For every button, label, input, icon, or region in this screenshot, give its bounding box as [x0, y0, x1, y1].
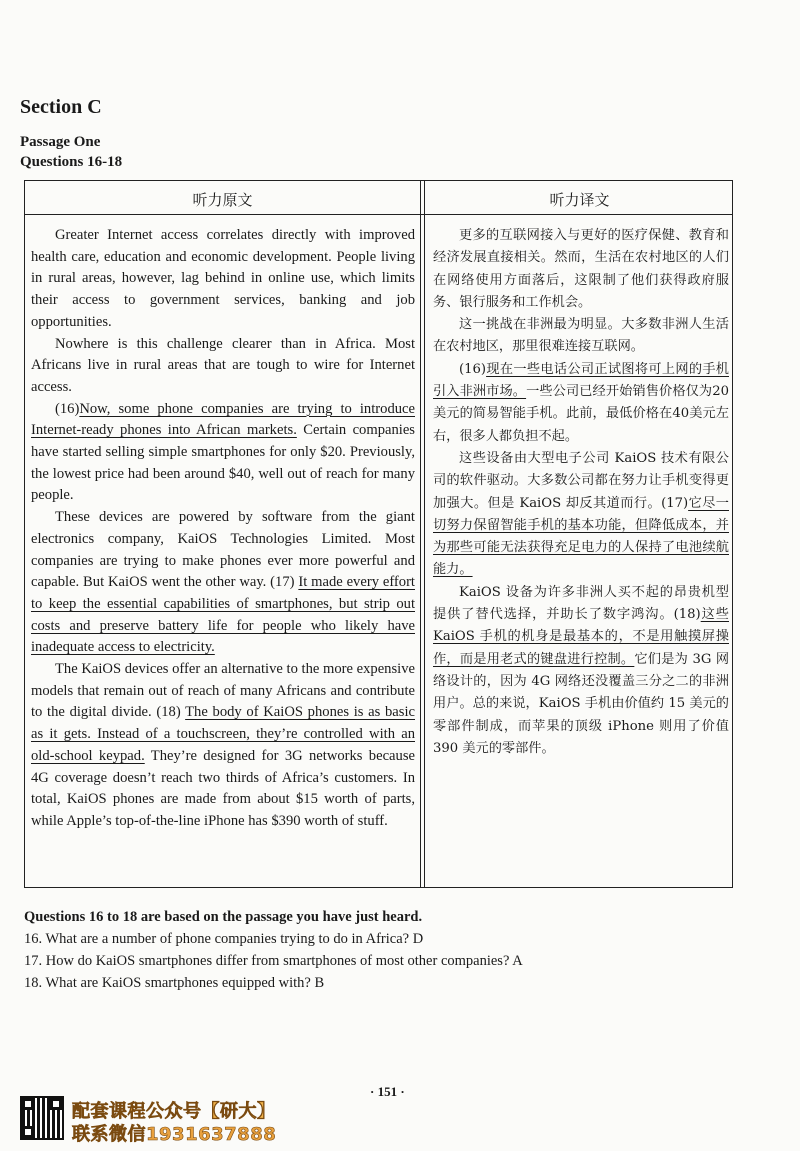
- text-run: The KaiOS devices offer an alternative to the more expensive models that remain out of reach of many Africans and contribute to the digital divide. (18): [31, 661, 415, 721]
- text-run: These devices are powered by software from the giant electronics company, KaiOS Technologies Limited. Most companies are trying to make phones ever more powerful and capable. But KaiOS went the other way. (17): [31, 509, 415, 591]
- english-transcript: [31, 225, 415, 833]
- section-title: Section C: [20, 96, 102, 118]
- paragraph: [433, 314, 729, 359]
- qr-code-icon: [20, 1096, 64, 1140]
- paragraph: [433, 448, 729, 582]
- paragraph: [31, 659, 415, 833]
- underlined-answer-text: Now, some phone companies are trying to introduce Internet-ready phones into African markets.: [31, 400, 415, 439]
- questions-range: Questions 16-18: [20, 154, 123, 170]
- text-run: Nowhere is this challenge clearer than in Africa. Most Africans live in rural areas that are tough to wire for Internet access.: [31, 335, 415, 395]
- passage-title: Passage One: [20, 134, 101, 150]
- question-item: 18. What are KaiOS smartphones equipped with? B: [24, 975, 325, 991]
- paragraph: [31, 225, 415, 334]
- text-run: Certain companies have started selling simple smartphones for only $20. Previously, the lowest price had been around $40, well out of reach for many people.: [31, 422, 415, 504]
- paragraph: [31, 399, 415, 508]
- paragraph: [433, 582, 729, 760]
- text-run: KaiOS 设备为许多非洲人买不起的昂贵机型提供了替代选择，并助长了数字鸿沟。(18): [433, 584, 729, 623]
- underlined-answer-text: The body of KaiOS phones is as basic as it gets. Instead of a touchscreen, they’re controlled with an old-school keypad.: [31, 704, 415, 764]
- bilingual-table: [24, 180, 733, 888]
- header-translation: 听力译文: [549, 191, 610, 209]
- table-divider: [420, 181, 421, 887]
- promo-line: 联系微信1931637888: [72, 1124, 277, 1145]
- text-run: Greater Internet access correlates directly with improved health care, education and economic development. People living in rural areas, however, lag behind in online use, which limits their access to government services, banking and job opportunities.: [31, 227, 415, 330]
- text-run: (16): [459, 361, 487, 377]
- page-number: · 151 ·: [370, 1084, 405, 1099]
- paragraph: [433, 359, 729, 448]
- promo-line: 配套课程公众号【研大】: [72, 1101, 276, 1122]
- paragraph: [433, 225, 729, 314]
- underlined-answer-text: 这些 KaiOS 手机的机身是最基本的，不是用触摸屏操作，而是用老式的键盘进行控制。: [433, 607, 729, 667]
- paragraph: [31, 507, 415, 659]
- table-header-rule: [25, 214, 732, 215]
- text-run: 一些公司已经开始销售价格仅为20美元的简易智能手机。此前，最低价格在40美元左右，很多人都负担不起。: [433, 384, 730, 444]
- text-run: 这一挑战在非洲最为明显。大多数非洲人生活在农村地区，那里很难连接互联网。: [433, 317, 729, 355]
- paragraph: [31, 334, 415, 399]
- text-run: 这些设备由大型电子公司 KaiOS 技术有限公司的软件驱动。大多数公司都在努力让手机变得更加强大。但是 KaiOS 却反其道而行。(17): [433, 450, 729, 511]
- questions-block: [24, 906, 724, 994]
- text-run: They’re designed for 3G networks because 4G coverage doesn’t reach two thirds of Africa’s customers. In total, KaiOS phones are made from about $15 worth of parts, while Apple’s top-of-the-line iPhone has $390 worth of stuff.: [31, 747, 415, 829]
- chinese-translation: [433, 225, 729, 760]
- question-item: 16. What are a number of phone companies trying to do in Africa? D: [24, 931, 424, 947]
- underlined-answer-text: 它尽一切努力保留智能手机的基本功能，但降低成本，并为那些可能无法获得充足电力的人保持了电池续航能力。: [433, 495, 729, 578]
- text-run: (16): [55, 400, 80, 417]
- text-run: 它们是为 3G 网络设计的，因为 4G 网络还没覆盖三分之二的非洲用户。总的来说，KaiOS 手机由价值约 15 美元的零部件制成，而苹果的顶级 iPhone 则用了价值 390 美元的零部件。: [433, 651, 730, 756]
- promo-footer: [20, 1096, 320, 1146]
- underlined-answer-text: 现在一些电话公司正试图将可上网的手机引入非洲市场。: [433, 361, 729, 400]
- table-divider: [424, 181, 425, 887]
- underlined-answer-text: It made every effort to keep the essential capabilities of smartphones, but strip out costs and preserve battery life for people who likely have inadequate access to electricity.: [31, 574, 415, 656]
- text-run: 更多的互联网接入与更好的医疗保健、教育和经济发展直接相关。然而，生活在农村地区的人们在网络使用方面落后，这限制了他们获得政府服务、银行服务和工作机会。: [433, 228, 729, 310]
- questions-intro: Questions 16 to 18 are based on the passage you have just heard.: [24, 909, 423, 925]
- header-original: 听力原文: [192, 191, 253, 209]
- question-item: 17. How do KaiOS smartphones differ from smartphones of most other companies? A: [24, 953, 523, 969]
